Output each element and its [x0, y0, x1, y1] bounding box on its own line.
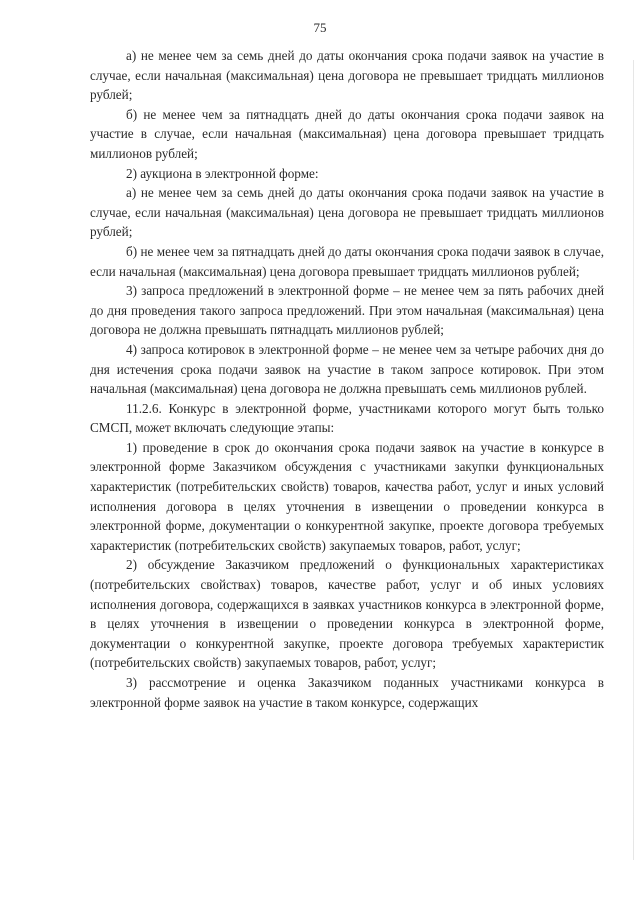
stage-2-discussion: 2) обсуждение Заказчиком предложений о функциональных характеристиках (потребительских свойствах) товаров, качестве работ, услуг и об иных условиях исполнения договора, содержащихся в заявках участников конкурса в электронной форме, в целях уточнения в извещении о проведении конкурса в электронной форме, документации о конкурентной закупке, проекте договора требуемых характеристик (потребительских свойств) закупаемых товаров, работ, услуг;: [90, 557, 604, 671]
paragraph-1b-open-tender: б) не менее чем за пятнадцать дней до даты окончания срока подачи заявок на участие в случае, если начальная (максимальная) цена договора превышает тридцать миллионов рублей;: [90, 106, 604, 161]
document-body: [90, 46, 604, 712]
scan-edge-line: [633, 60, 634, 860]
paragraph-4-request-quotes: 4) запроса котировок в электронной форме – не менее чем за четыре рабочих дня до дня истечения срока подачи заявок на участие в таком запросе котировок. При этом начальная (максимальная) цена договора не должна превышать семь миллионов рублей.: [90, 341, 604, 397]
stage-3-evaluation: 3) рассмотрение и оценка Заказчиком поданных участниками конкурса в электронной форме заявок на участие в таком конкурсе, содержащих: [90, 675, 604, 710]
paragraph-2-auction: 2) аукциона в электронной форме:: [126, 165, 319, 181]
stage-1-discussion: 1) проведение в срок до окончания срока подачи заявок на участие в конкурсе в электронной форме Заказчиком обсуждения с участниками закупки функциональных характеристик (потребительских свойств) товаров, качества работ, услуг и иных условий исполнения договора в целях уточнения в извещении о проведении конкурса в электронной форме, документации о конкурентной закупке, проекте договора требуемых характеристик (потребительских свойств) закупаемых товаров, работ, услуг;: [90, 439, 604, 553]
paragraph-2a-auction: а) не менее чем за семь дней до даты окончания срока подачи заявок на участие в случае, если начальная (максимальная) цена договора не превышает тридцать миллионов рублей;: [90, 185, 604, 240]
paragraph-3-request-proposals: 3) запроса предложений в электронной форме – не менее чем за пять рабочих дней до дня проведения такого запроса предложений. При этом начальная (максимальная) цена договора не должна превышать пятнадцать миллионов рублей;: [90, 283, 604, 338]
paragraph-2b-auction: б) не менее чем за пятнадцать дней до даты окончания срока подачи заявок в случае, если начальная (максимальная) цена договора превышает тридцать миллионов рублей;: [90, 243, 604, 279]
paragraph-1a-open-tender: а) не менее чем за семь дней до даты окончания срока подачи заявок на участие в случае, если начальная (максимальная) цена договора не превышает тридцать миллионов рублей;: [90, 48, 604, 103]
page-number: 75: [313, 20, 327, 35]
section-11-2-6: 11.2.6. Конкурс в электронной форме, участниками которого могут быть только СМСП, может включать следующие этапы:: [90, 400, 604, 436]
